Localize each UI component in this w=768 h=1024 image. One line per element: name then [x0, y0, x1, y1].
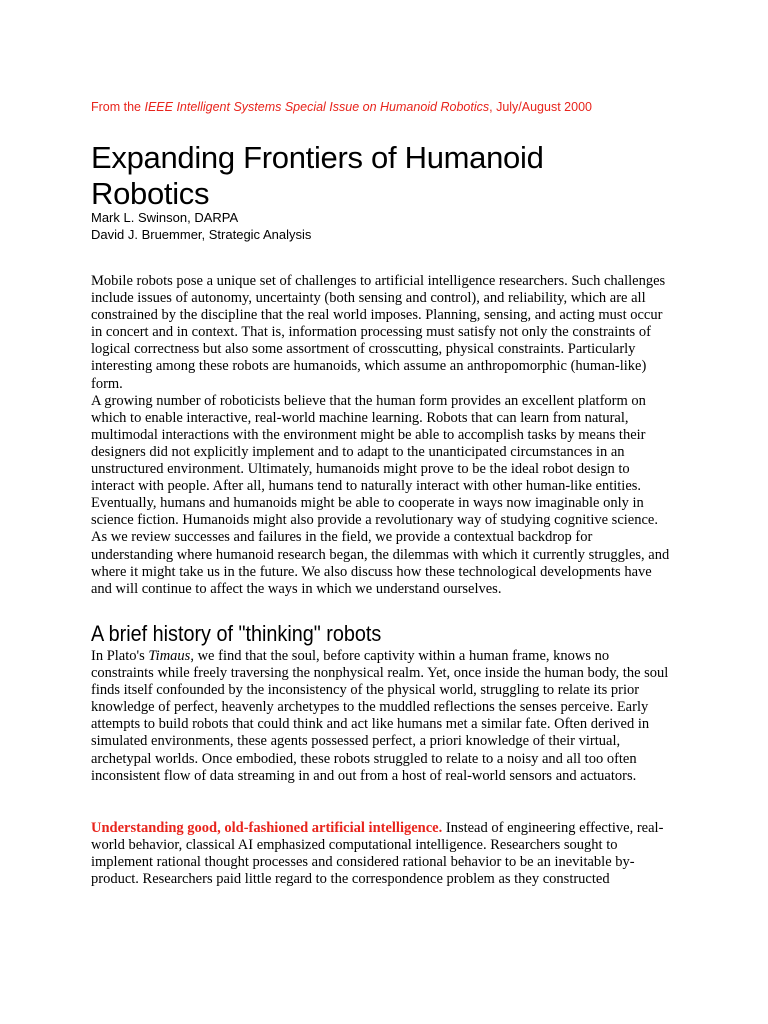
intro-block — [91, 273, 671, 598]
source-prefix: From the — [91, 100, 145, 114]
article-title: Expanding Frontiers of Humanoid Robotics — [91, 140, 544, 211]
author-list — [91, 209, 311, 243]
work-title: Timaus — [148, 648, 191, 664]
history-text-start: In Plato's — [91, 648, 149, 664]
history-text-rest: , we find that the soul, before captivity within a human frame, knows no constraints while freely traversing the nonphysical realm. Yet, once inside the human body, the soul finds itself confounded by the inconsistency of the physical world, struggling to relate its prior knowledge of perfect, heavenly archetypes to the muddled reflections the senses perceive. Early attempts to build robots that could think and act like humans met a similar fate. Often derived in simulated environments, these agents possessed perfect, a priori knowledge of their virtual, archetypal worlds. Once embodied, these robots struggled to relate to a noisy and all too often inconsistent flow of data streaming in and out from a host of real-world sensors and actuators. — [91, 648, 669, 784]
author-2: David J. Bruemmer, Strategic Analysis — [91, 227, 312, 242]
source-suffix: , July/August 2000 — [489, 100, 592, 114]
gofai-paragraph — [91, 820, 671, 888]
gofai-text: Instead of engineering effective, real-world behavior, classical AI emphasized computational intelligence. Researchers sought to implement rational thought processes and considered rational behavior to be an inevitable by-product. Researchers paid little regard to the correspondence problem as they constructed — [91, 820, 664, 888]
history-block — [91, 648, 671, 785]
section-heading: A brief history of "thinking" robots — [91, 621, 382, 646]
subsection-lead: Understanding good, old-fashioned artificial intelligence. — [91, 820, 443, 836]
intro-paragraph-2: A growing number of roboticists believe that the human form provides an excellent platform on which to enable interactive, real-world machine learning. Robots that can learn from natural, multimodal interactions with the environment might be able to accomplish tasks by means their designers did not explicitly implement and to adapt to the unanticipated circumstances in an unstructured environment. Ultimately, humanoids might prove to be the ideal robot design to interact with people. After all, humans tend to naturally interact with other human-like entities. Eventually, humans and humanoids might be able to cooperate in ways now imaginable only in science fiction. Humanoids might also provide a revolutionary way of studying cognitive science. As we review successes and failures in the field, we provide a contextual backdrop for understanding where humanoid research began, the dilemmas with which it currently struggles, and where it might take us in the future. We also discuss how these technological developments have and will continue to affect the ways in which we understand ourselves. — [91, 392, 670, 597]
author-1: Mark L. Swinson, DARPA — [91, 210, 239, 225]
gofai-block — [91, 820, 671, 888]
intro-paragraph-1: Mobile robots pose a unique set of challenges to artificial intelligence researchers. Such challenges include issues of autonomy, uncertainty (both sensing and control), and reliability, which are all constrained by the discipline that the real world imposes. Planning, sensing, and acting must occur in concert and in context. That is, information processing must satisfy not only the constraints of logical correctness but also some assortment of crosscutting, physical constraints. Particularly interesting among these robots are humanoids, which assume an anthropomorphic (human-like) form. — [91, 273, 666, 392]
history-paragraph-1 — [91, 648, 671, 785]
source-line — [91, 100, 592, 114]
journal-name: IEEE Intelligent Systems Special Issue on Humanoid Robotics — [144, 100, 490, 114]
